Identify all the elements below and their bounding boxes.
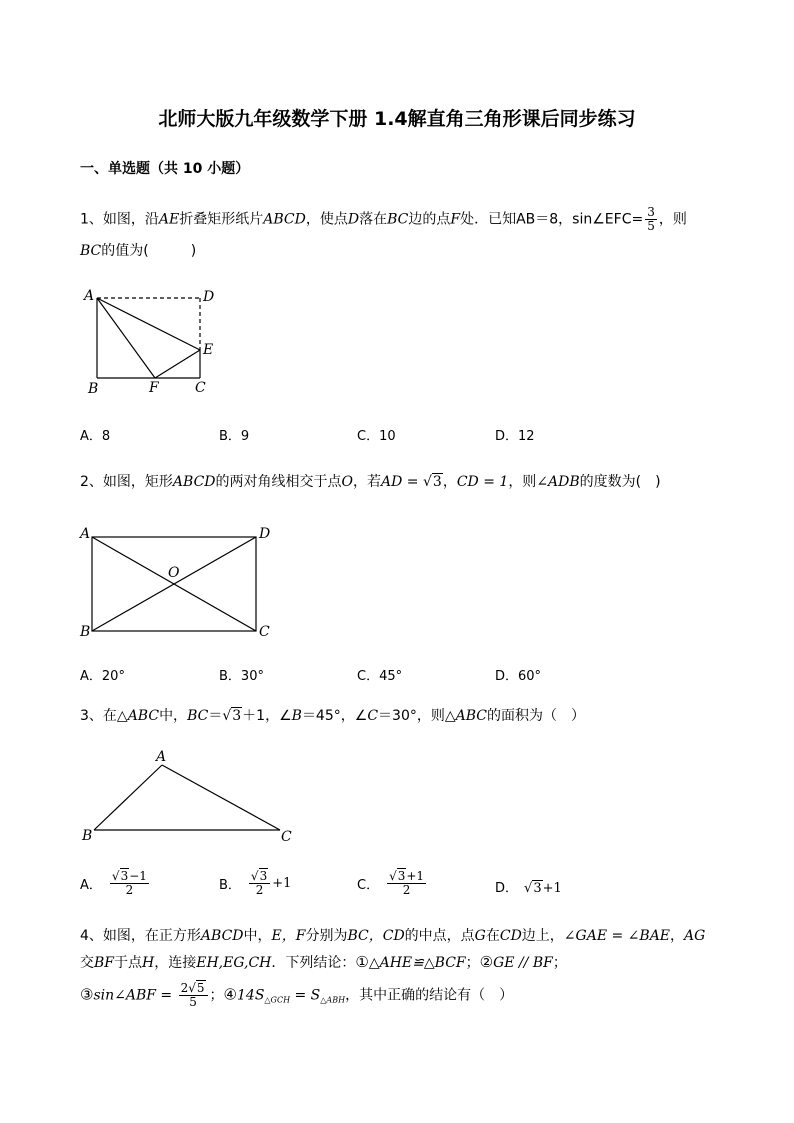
sqrt-3: √3 xyxy=(422,474,442,490)
label-c: C xyxy=(281,829,292,843)
q1-option-c[interactable]: C．10 xyxy=(357,429,396,444)
q2-option-d[interactable]: D．60° xyxy=(495,669,542,684)
label-c: C xyxy=(259,624,270,640)
q2-option-a[interactable]: A．20° xyxy=(80,669,125,684)
q3-option-b[interactable]: B． $\frac{√3}{2}$ +1 xyxy=(219,869,292,897)
label-a: A xyxy=(156,749,167,765)
q1-option-b[interactable]: B．9 xyxy=(219,429,250,444)
question-4-line-3: ③sin∠ABF = $\frac{2√5}{5}$ ；$④14S_{\triangle GCH} = S_{\triangle ABH}$，其中正确的结论有（ ） xyxy=(80,981,514,1009)
q3-option-c[interactable]: C． $\frac{√3+1}{2}$ xyxy=(357,869,425,897)
label-a: A xyxy=(84,288,95,304)
q2-option-c[interactable]: C．45° xyxy=(357,669,403,684)
figure-2-rectangle-diagonals xyxy=(78,522,278,642)
side-ab xyxy=(94,765,162,830)
page-title: 北师大版九年级数学下册 1.4解直角三角形课后同步练习 xyxy=(158,108,636,130)
sqrt-3: √3 xyxy=(222,708,242,724)
question-1-line-2: BC的值为( ) xyxy=(80,243,197,259)
label-d: D xyxy=(203,289,215,305)
segment-fe xyxy=(155,350,200,378)
segment-ae xyxy=(97,298,200,350)
question-4-line-2: 交BF于点H，连接EH,EG,CH．下列结论：①△AHE≌△BCF；②GE // BF； xyxy=(80,953,567,971)
question-2-line-1: 2、如图，矩形ABCD的两对角线相交于点O，若AD = √3，CD = 1，则∠ADB的度数为( ) xyxy=(80,474,661,490)
figure-3-triangle xyxy=(78,748,298,843)
label-c: C xyxy=(195,380,206,396)
question-3-line-1: 3、在△ABC中，BC＝√3＋1，∠B＝45°，∠C＝30°，则△ABC的面积为（ ） xyxy=(80,708,585,724)
label-e: E xyxy=(203,342,214,358)
label-a: A xyxy=(80,526,91,542)
label-f: F xyxy=(149,380,159,396)
figure-1-rectangle-fold xyxy=(80,284,230,396)
label-o: O xyxy=(168,565,180,581)
q1-option-d[interactable]: D．12 xyxy=(495,429,535,444)
fraction-2root5-5: $\frac{2√5}{5}$ xyxy=(179,982,208,1009)
q3-option-a[interactable]: A． $\frac{√3-1}{2}$ xyxy=(80,869,147,897)
label-b: B xyxy=(82,828,93,843)
q3-option-d[interactable]: D． √3+1 xyxy=(495,881,562,896)
question-1-line-1: 1、如图，沿AE折叠矩形纸片ABCD，使点D落在BC边的点F处．已知AB＝8，sin∠EFC= $\frac{3}{5}$ ，则 xyxy=(80,205,687,233)
label-b: B xyxy=(88,381,99,396)
question-4-line-1: 4、如图，在正方形ABCD中，E，F分别为BC，CD的中点，点G在CD边上，∠GAE = ∠BAE，AG xyxy=(80,928,706,944)
label-d: D xyxy=(259,526,271,542)
segment-af xyxy=(97,298,155,378)
side-ac xyxy=(162,765,280,830)
fraction-3-5: $\frac{3}{5}$ xyxy=(647,205,655,233)
section-heading: 一、单选题（共 10 小题） xyxy=(80,161,250,177)
label-b: B xyxy=(80,624,91,640)
q1-option-a[interactable]: A．8 xyxy=(80,429,111,444)
q2-option-b[interactable]: B．30° xyxy=(219,669,264,684)
